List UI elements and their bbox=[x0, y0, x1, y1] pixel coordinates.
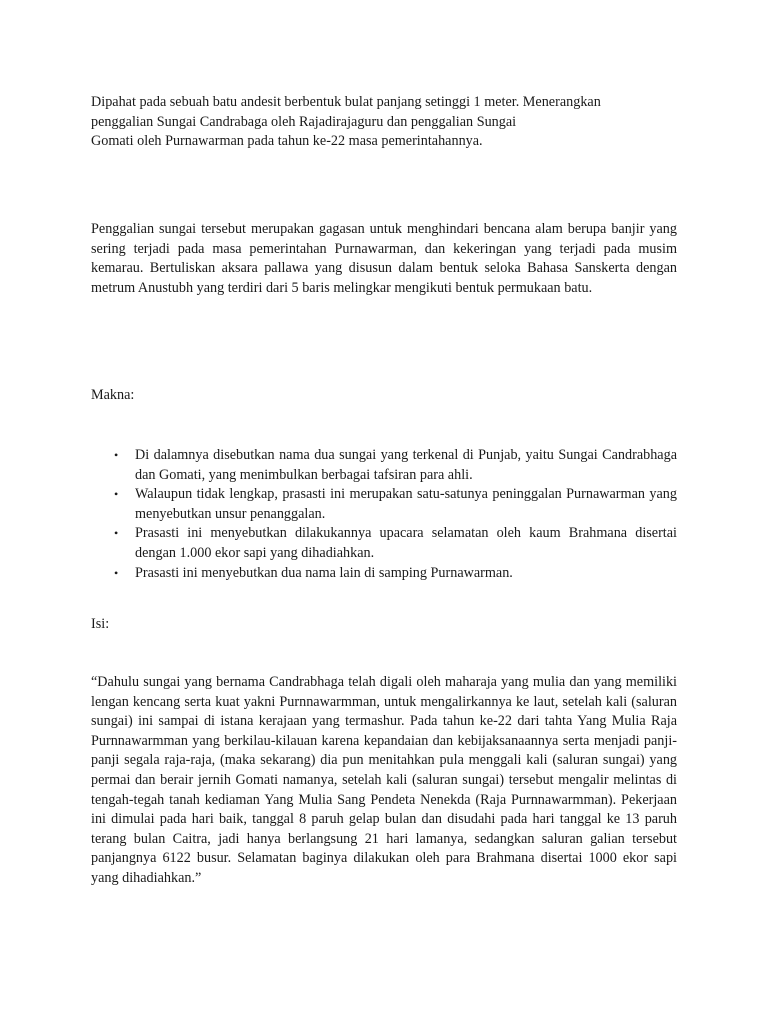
makna-heading: Makna: bbox=[91, 387, 135, 403]
makna-list bbox=[91, 446, 677, 583]
intro-line: penggalian Sungai Candrabaga oleh Rajadirajaguru dan penggalian Sungai bbox=[91, 113, 517, 130]
makna-item-text: Prasasti ini menyebutkan dua nama lain di samping Purnawarman. bbox=[135, 564, 513, 581]
bullet-icon: • bbox=[114, 448, 119, 462]
bullet-icon: • bbox=[114, 565, 119, 580]
purpose-paragraph: Penggalian sungai tersebut merupakan gagasan untuk menghindari bencana alam berupa banjir yang sering terjadi pada masa pemerintahan Purnawarman, dan kekeringan yang terjadi pada musim kemarau. Bertuliskan aksara pallawa yang disusun dalam bentuk seloka Bahasa Sanskerta dengan metrum Anustubh yang terdiri dari 5 baris melingkar mengikuti bentuk permukaan batu. bbox=[91, 221, 677, 296]
makna-list-item bbox=[91, 524, 677, 563]
makna-list-item bbox=[91, 564, 677, 584]
intro-paragraph bbox=[91, 93, 677, 152]
makna-item-text: Di dalamnya disebutkan nama dua sungai yang terkenal di Punjab, yaitu Sungai Candrabhaga dan Gomati, yang menimbulkan berbagai tafsiran para ahli. bbox=[135, 447, 677, 483]
makna-item-text: Walaupun tidak lengkap, prasasti ini merupakan satu-satunya peninggalan Purnawarman yang menyebutkan unsur penanggalan. bbox=[135, 486, 677, 522]
makna-list-item bbox=[91, 485, 677, 524]
bullet-icon: • bbox=[114, 526, 119, 541]
intro-line: Gomati oleh Purnawarman pada tahun ke-22 masa pemerintahannya. bbox=[91, 133, 483, 150]
isi-heading: Isi: bbox=[91, 616, 110, 632]
makna-list-item bbox=[91, 446, 677, 485]
bullet-icon: • bbox=[114, 487, 119, 502]
intro-line: Dipahat pada sebuah batu andesit berbentuk bulat panjang setinggi 1 meter. Menerangkan bbox=[91, 94, 601, 110]
isi-paragraph: “Dahulu sungai yang bernama Candrabhaga telah digali oleh maharaja yang mulia dan yang memiliki lengan kencang serta kuat yakni Purnnawarmman, untuk mengalirkannya ke laut, setelah kali (saluran sungai) ini sampai di istana kerajaan yang termashur. Pada tahun ke-22 dari tahta Yang Mulia Raja Purnnawarmman yang berkilau-kilauan karena kepandaian dan kebijaksanaannya serta menjadi panji-panji segala raja-raja, (maka sekarang) dia pun menitahkan pula menggali kali (saluran sungai) yang permai dan berair jernih Gomati namanya, setelah kali (saluran sungai) tersebut mengalir melintas di tengah-tegah tanah kediaman Yang Mulia Sang Pendeta Nenekda (Raja Purnnawarmman). Pekerjaan ini dimulai pada hari baik, tanggal 8 paruh gelap bulan dan disudahi pada hari tanggal ke 13 paruh terang bulan Caitra, jadi hanya berlangsung 21 hari lamanya, sedangkan saluran galian tersebut panjangnya 6122 busur. Selamatan baginya dilakukan oleh para Brahmana disertai 1000 ekor sapi yang dihadiahkan.” bbox=[91, 674, 677, 886]
makna-item-text: Prasasti ini menyebutkan dilakukannya upacara selamatan oleh kaum Brahmana disertai dengan 1.000 ekor sapi yang dihadiahkan. bbox=[135, 525, 677, 561]
